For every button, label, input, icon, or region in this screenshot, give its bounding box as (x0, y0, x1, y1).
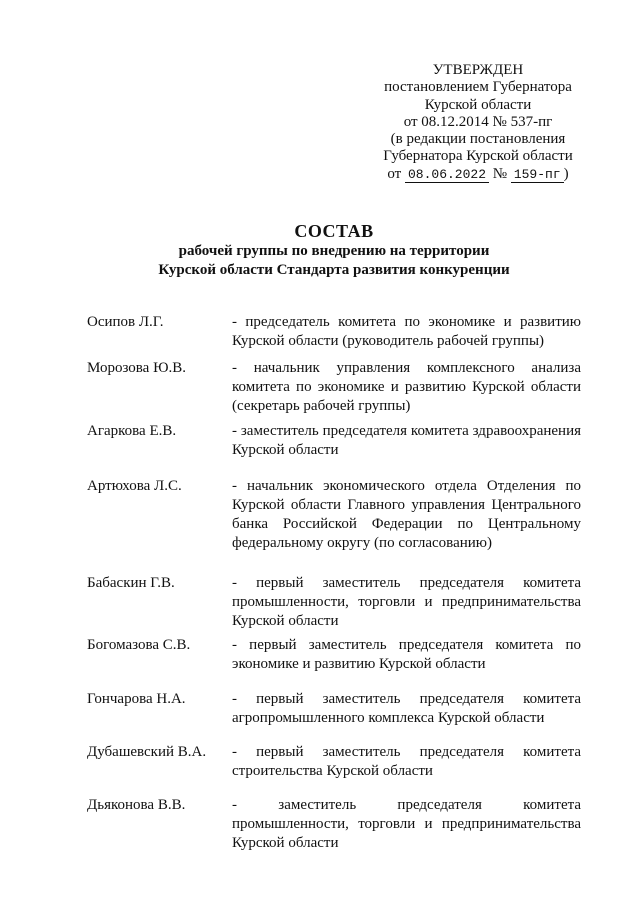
member-name: Дубашевский В.А. (87, 744, 207, 760)
member-name: Бабаскин Г.В. (87, 575, 175, 591)
member-role: - председатель комитета по экономике и развитию Курской области (руководитель рабочей группы) (232, 314, 581, 349)
member-name: Морозова Ю.В. (87, 360, 187, 376)
member-name: Агаркова Е.В. (87, 423, 177, 439)
title-main: СОСТАВ (294, 221, 374, 241)
amendment-line (360, 166, 596, 183)
member-role: - заместитель председателя комитета промышленности, торговли и предпринимательства Курской области (232, 797, 581, 851)
amendment-prefix: от (387, 165, 402, 182)
amendment-number-sign: № (492, 165, 508, 182)
member-role: - начальник управления комплексного анализа комитета по экономике и развитию Курской области (секретарь рабочей группы) (232, 360, 581, 414)
member-role: - первый заместитель председателя комитета агропромышленного комплекса Курской области (232, 691, 581, 726)
approval-line-2: Курской области (424, 96, 532, 113)
member-name: Дьяконова В.В. (87, 797, 186, 813)
member-name: Артюхова Л.С. (87, 478, 182, 494)
title-sub-2: Курской области Стандарта развития конкуренции (158, 262, 510, 278)
approval-heading: УТВЕРЖДЕН (432, 62, 524, 78)
amendment-close: ) (563, 165, 569, 182)
member-name: Богомазова С.В. (87, 637, 191, 653)
member-role: - первый заместитель председателя комитета по экономике и развитию Курской области (232, 637, 581, 672)
member-name: Осипов Л.Г. (87, 314, 164, 330)
amendment-number: 159-пг (511, 167, 564, 183)
member-role: - начальник экономического отдела Отделения по Курской области Главного управления Центрального банка Российской Федерации по Центральному федеральному округу (по согласованию) (232, 478, 581, 551)
member-role: - первый заместитель председателя комитета промышленности, торговли и предпринимательства Курской области (232, 575, 581, 629)
approval-line-3: от 08.12.2014 № 537-пг (403, 113, 553, 130)
approval-line-4: (в редакции постановления (390, 131, 566, 148)
amendment-date: 08.06.2022 (405, 167, 489, 183)
member-name: Гончарова Н.А. (87, 691, 186, 707)
approval-stamp (360, 62, 596, 183)
approval-line-1: постановлением Губернатора (384, 79, 572, 96)
document-title (80, 220, 588, 280)
approval-line-5: Губернатора Курской области (383, 148, 573, 165)
member-role: - первый заместитель председателя комитета строительства Курской области (232, 744, 581, 779)
title-sub-1: рабочей группы по внедрению на территории (178, 243, 490, 259)
member-role: - заместитель председателя комитета здравоохранения Курской области (232, 423, 581, 458)
